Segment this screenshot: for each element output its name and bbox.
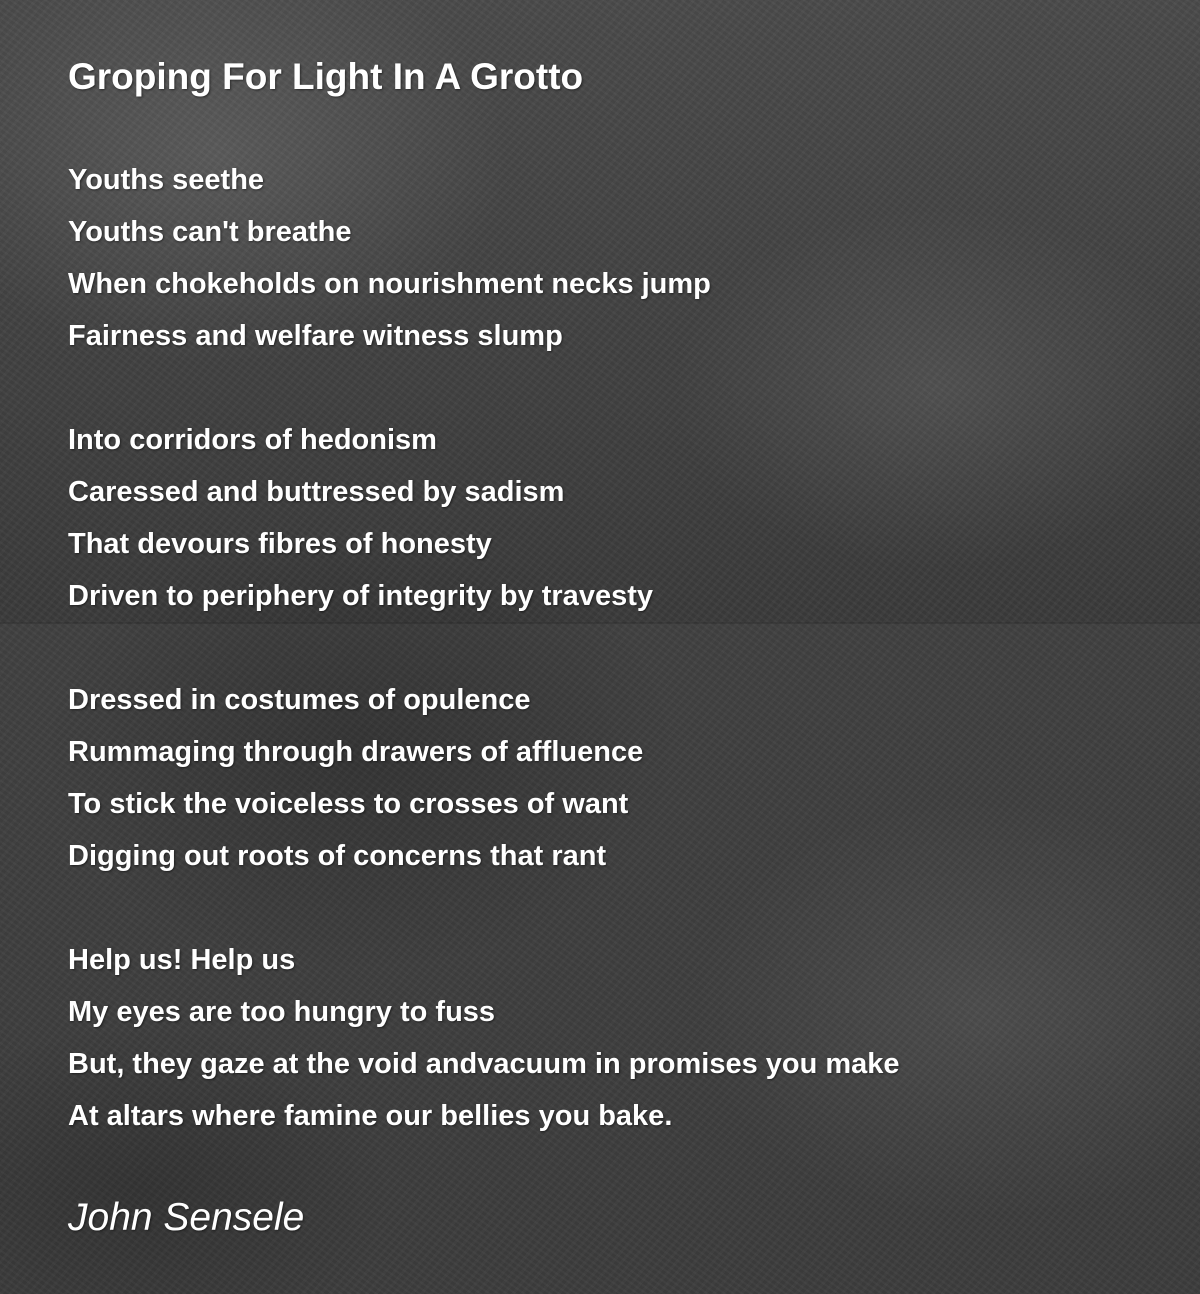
poem-line: Youths seethe	[68, 164, 265, 196]
stanza-2	[68, 414, 1168, 622]
poem-line: Dressed in costumes of opulence	[68, 684, 531, 716]
poem-line: Help us! Help us	[68, 944, 296, 976]
poem-title: Groping For Light In A Grotto	[68, 56, 584, 97]
poem-line: Caressed and buttressed by sadism	[68, 476, 565, 508]
poem-author: John Sensele	[68, 1196, 305, 1239]
poem-line: Rummaging through drawers of affluence	[68, 736, 644, 768]
poem-line: Youths can't breathe	[68, 216, 352, 248]
poem-line: To stick the voiceless to crosses of want	[68, 788, 629, 820]
poem-line: Digging out roots of concerns that rant	[68, 840, 607, 872]
stanza-1	[68, 154, 1168, 362]
poem-line: Into corridors of hedonism	[68, 424, 437, 456]
poem-line: That devours fibres of honesty	[68, 528, 492, 560]
poem-body	[68, 154, 1168, 1142]
poem-line: At altars where famine our bellies you bake.	[68, 1100, 673, 1132]
poem-line: When chokeholds on nourishment necks jump	[68, 268, 711, 300]
stanza-3	[68, 674, 1168, 882]
poem-line: But, they gaze at the void andvacuum in promises you make	[68, 1048, 900, 1080]
poem-line: Fairness and welfare witness slump	[68, 320, 563, 352]
stanza-4	[68, 934, 1168, 1142]
poem	[68, 52, 1168, 1194]
poem-line: Driven to periphery of integrity by travesty	[68, 580, 653, 612]
poem-line: My eyes are too hungry to fuss	[68, 996, 496, 1028]
